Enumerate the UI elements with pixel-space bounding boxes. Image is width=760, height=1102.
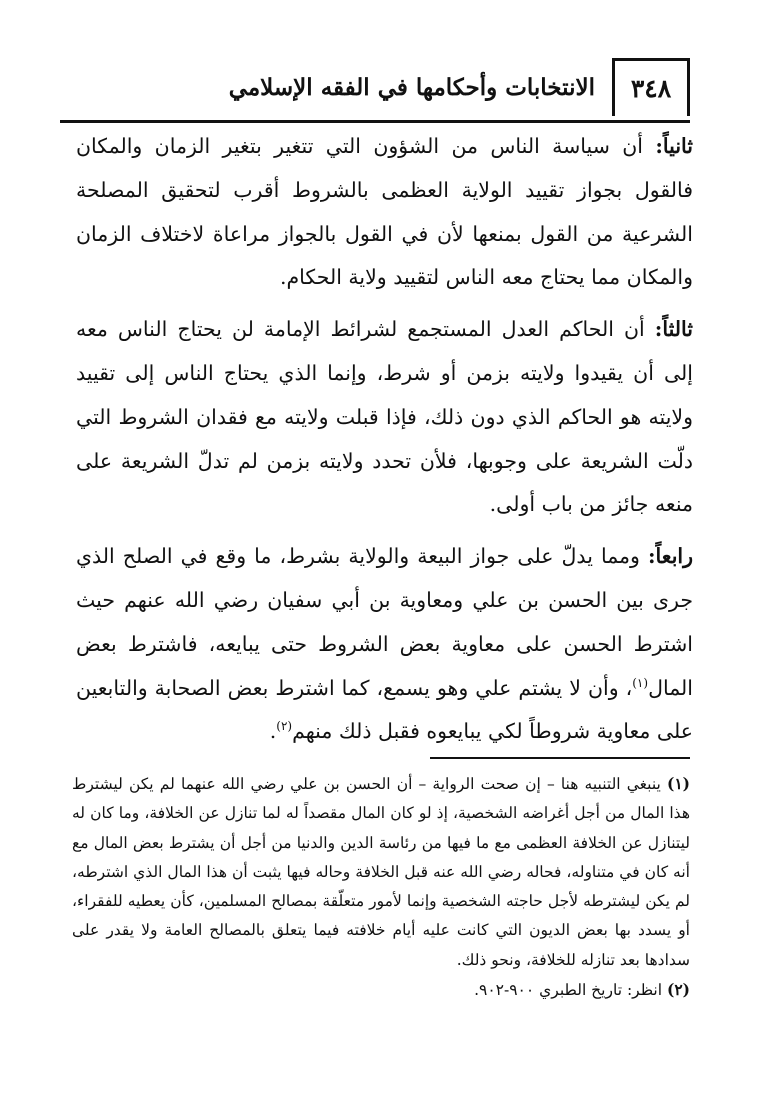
footnote-2	[72, 975, 690, 1005]
footnote-reference-2: (٢)	[276, 719, 293, 734]
paragraph-text: .	[269, 719, 277, 744]
paragraph-lead: رابعاً:	[647, 544, 693, 569]
running-title: الانتخابات وأحكامها في الفقه الإسلامي	[228, 74, 595, 101]
page-header	[60, 58, 690, 123]
footnote-marker: (١)	[666, 774, 690, 793]
paragraph-second-point	[76, 125, 693, 300]
paragraph-text: ومما يدلّ على جواز البيعة والولاية بشرط، ما وقع في الصلح الذي جرى بين الحسن بن علي ومعاوية بن أبي سفيان رضي الله عنهم حيث اشترط الحسن على معاوية بعض الشروط حتى يبايعه، فاشترط بعض المال	[76, 544, 693, 700]
footnote-text: ينبغي التنبيه هنا – إن صحت الرواية – أن الحسن بن علي رضي الله عنهما لم يكن ليشترط هذا المال من أجل أغراضه الشخصية، إذ لو كان المال مقصداً له لما تنازل عن الخلافة، وما كان له ليتنازل عن الخلافة العظمى مع ما فيها من رئاسة الدين والدنيا من أجل أن يشترط بعض المال مع أنه كان في متناوله، فحاله رضي الله عنه قبل الخلافة وحاله فيها يثبت أن هذا المال الذي اشترطه، لم يكن ليشترطه لأجل حاجته الشخصية وإنما لأمور متعلّقة بمصالح المسلمين، كأن يعطيه للفقراء، أو يسدد بها بعض الديون التي كانت عليه أيام خلافته فيما يتعلق بالمصالح العامة ولا يقدر على سدادها بعد تنازله للخلافة، ونحو ذلك.	[72, 775, 690, 969]
footnote-reference-1: (١)	[632, 675, 649, 690]
footnote-1	[72, 769, 690, 975]
footnotes	[72, 769, 690, 1005]
main-text	[76, 125, 693, 762]
page-number: ٣٤٨	[612, 58, 690, 116]
paragraph-fourth-point	[76, 535, 693, 754]
paragraph-lead: ثانياً:	[655, 134, 693, 158]
paragraph-text: أن سياسة الناس من الشؤون التي تتغير بتغير الزمان والمكان فالقول بجواز تقييد الولاية العظمى بالشروط أقرب لتحقيق المصلحة الشرعية من القول بمنعها لأن في القول بالجواز مراعاة لاختلاف الزمان والمكان مما يحتاج معه الناس لتقييد ولاية الحكام.	[76, 134, 693, 290]
paragraph-text: أن الحاكم العدل المستجمع لشرائط الإمامة لن يحتاج الناس معه إلى أن يقيدوا ولايته بزمن أو شرط، وإنما الذي يحتاج الناس إلى تقييد ولايته هو الحاكم الذي دون ذلك، فإذا قبلت ولايته مع فقدان الشروط التي دلّت الشريعة على وجوبها، فلأن تحدد ولايته بزمن لم تدلّ الشريعة على منعه جائز من باب أولى.	[76, 317, 693, 517]
paragraph-third-point	[76, 308, 693, 527]
footnote-text: انظر: تاريخ الطبري ٩٠٠-٩٠٢.	[474, 981, 667, 1000]
footnote-divider	[430, 757, 690, 759]
paragraph-text: ، وأن لا يشتم علي وهو يسمع، كما اشترط بعض الصحابة والتابعين على معاوية شروطاً لكي يبايعوه فقبل ذلك منهم	[76, 675, 693, 744]
footnote-marker: (٢)	[666, 980, 690, 1000]
paragraph-lead: ثالثاً:	[654, 317, 693, 342]
